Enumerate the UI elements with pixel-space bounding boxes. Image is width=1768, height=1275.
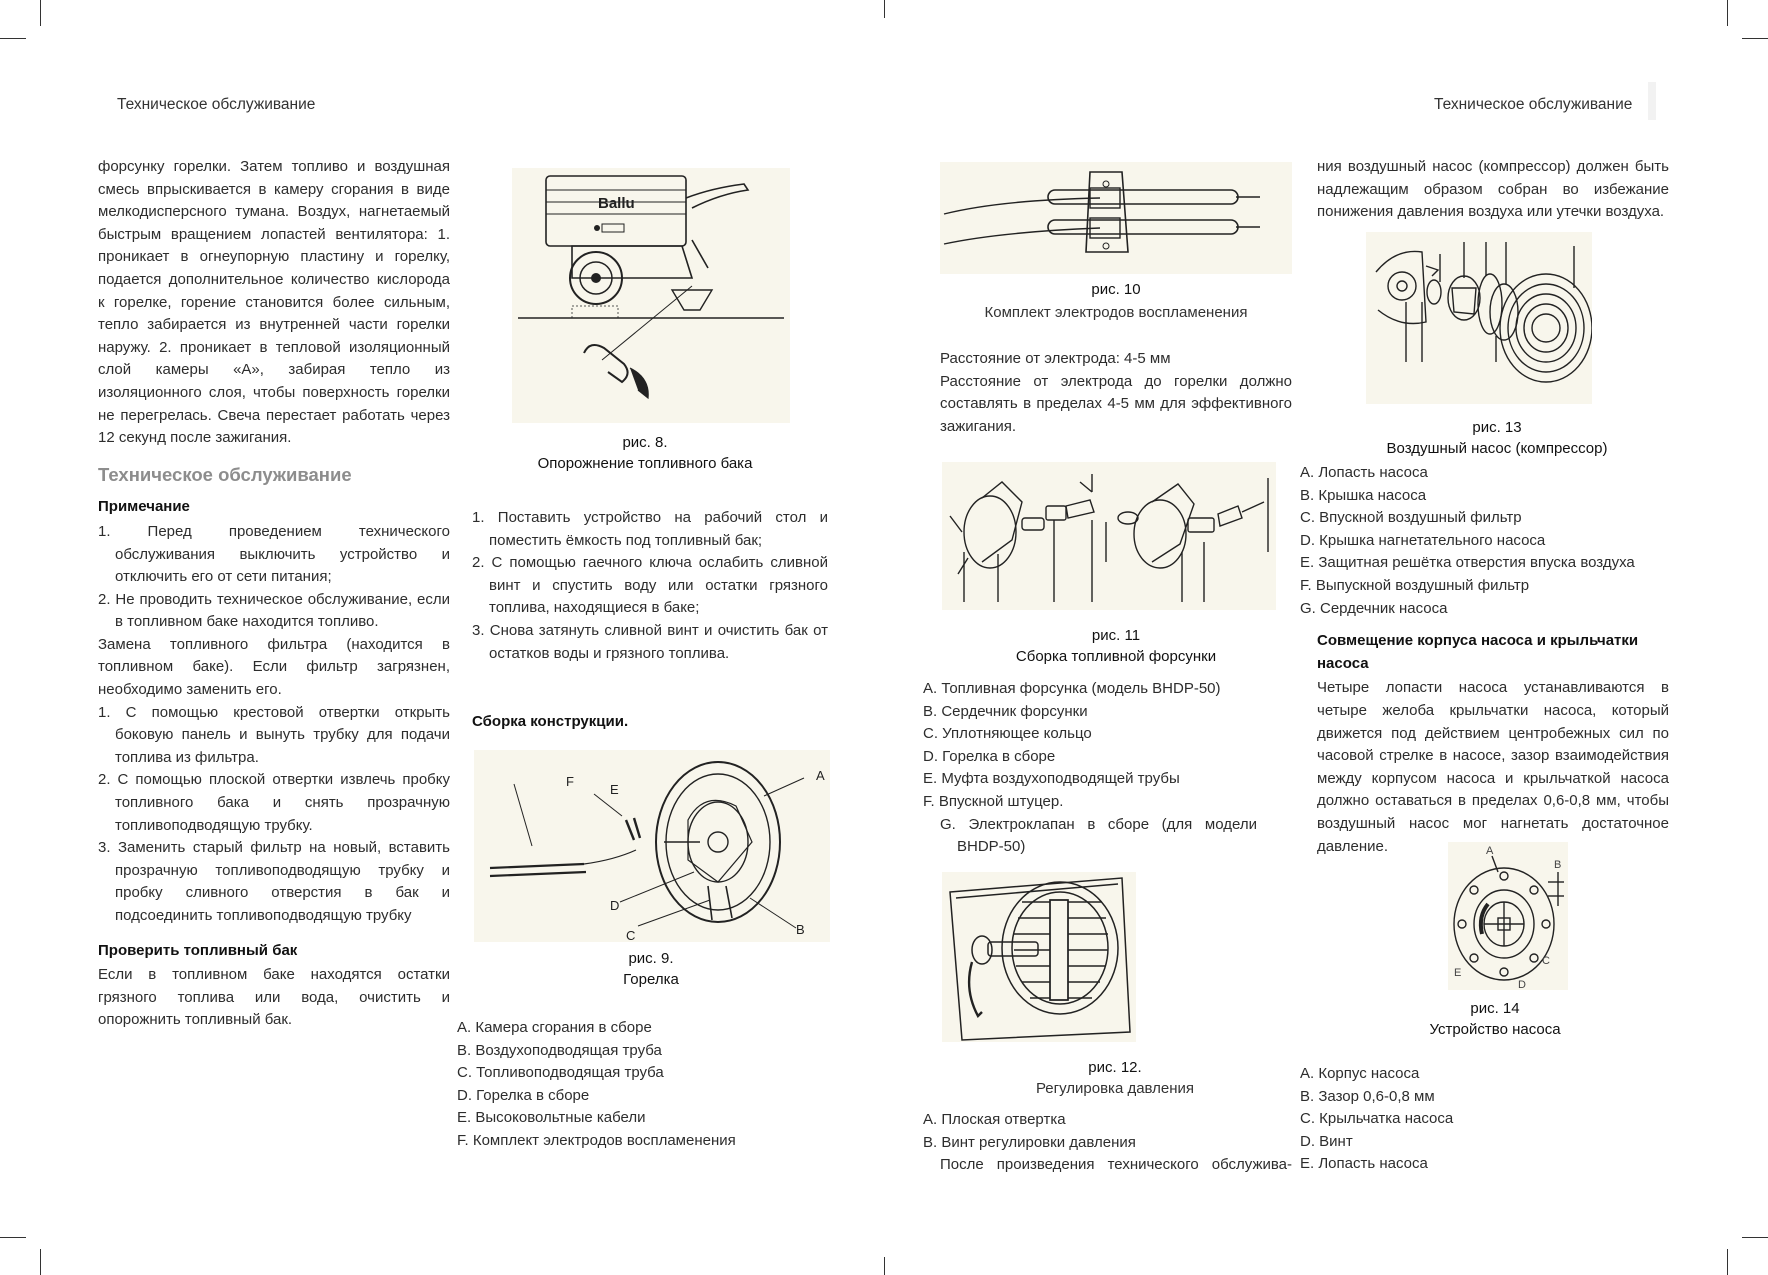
crop-mark	[1742, 38, 1768, 39]
column-4-intro	[1317, 156, 1669, 224]
list-item: B. Зазор 0,6-0,8 мм	[1300, 1087, 1435, 1105]
column-1	[98, 156, 450, 1032]
list-item: C. Уплотняющее кольцо	[923, 725, 1092, 743]
fig14-label-d: D	[1518, 979, 1526, 990]
figure-11-nozzle-assembly	[942, 462, 1276, 610]
figure-10-electrodes	[940, 162, 1292, 274]
list-item: A. Камера сгорания в сборе	[457, 1019, 652, 1036]
list-item: C. Крыльчатка насоса	[1300, 1110, 1454, 1128]
distance-text	[940, 348, 1292, 438]
alignment-paragraph: Четыре лопасти насоса устанавливаются в четыре желоба крыльчатки насоса, который движется под действием центробежных сил по часовой стрелке в насосе, зазор взаимодействия между корпусом насоса и крыльчаткой насоса должно оставаться в пределах 0,6-0,8 мм, чтобы воздушный насос мог нагнетать достаточное давление.	[1317, 679, 1669, 855]
assembly-title: Сборка конструкции.	[472, 713, 629, 730]
figure-title: Горелка	[623, 971, 679, 988]
crop-mark	[884, 0, 885, 18]
figure-11-caption	[940, 625, 1292, 667]
list-item: C. Топливоподводящая труба	[457, 1064, 664, 1082]
list-item: A. Топливная форсунка (модель BHDP-50)	[923, 680, 1221, 697]
column-2-text	[472, 507, 828, 665]
figure-8-heater-drain	[512, 168, 790, 423]
figure-14-pump-device	[1448, 842, 1568, 990]
crop-mark	[1742, 1237, 1768, 1238]
figure-9-caption	[486, 948, 816, 990]
figure-13-air-pump	[1366, 232, 1592, 404]
fig14-label-b: B	[1554, 859, 1562, 871]
figure-number: рис. 13	[1472, 419, 1522, 436]
list-item: B. Сердечник форсунки	[923, 702, 1088, 720]
crop-mark	[40, 1249, 41, 1275]
list-item: E. Лопасть насоса	[1300, 1155, 1428, 1173]
nozzle-assembly-illustration	[942, 462, 1276, 610]
fig9-label-f: F	[566, 774, 574, 789]
figure-title: Комплект электродов воспламенения	[984, 304, 1248, 321]
list-item: 3. Заменить старый фильтр на новый, вставить прозрачную топливоподводящую трубку и пробку сливного отверстия в бак и подсоединить топливоподводящую трубку	[98, 839, 450, 924]
crop-mark	[1727, 0, 1728, 26]
figure-number: рис. 8.	[622, 434, 668, 451]
fig14-label-a: A	[1486, 845, 1494, 857]
burner-illustration	[474, 750, 830, 942]
filter-paragraph: Замена топливного фильтра (находится в топливном баке). Если фильтр загрязнен, необходимо заменить его.	[98, 635, 450, 699]
after-maintenance-line: После произведения технического обслужива-	[940, 1156, 1292, 1174]
pressure-adjust-illustration	[942, 872, 1136, 1042]
heater-brand-logo: Ballu	[598, 195, 635, 212]
distance-line: Расстояние от электрода: 4-5 мм	[940, 350, 1171, 367]
figure-number: рис. 10	[1091, 281, 1141, 298]
list-item: D. Винт	[1300, 1132, 1353, 1150]
list-item: 1. Перед проведением технического обслуживания выключить устройство и отключить его от сети питания;	[98, 522, 450, 586]
list-item: C. Впускной воздушный фильтр	[1300, 509, 1522, 527]
figure-14-caption	[1330, 998, 1660, 1040]
list-item: F. Комплект электродов воспламенения	[457, 1131, 736, 1149]
figure-12-caption	[950, 1057, 1280, 1099]
alignment-title: Совмещение корпуса насоса и крыльчатки насоса	[1317, 632, 1639, 672]
list-item: F. Впускной штуцер.	[923, 792, 1064, 810]
crop-mark	[884, 1257, 885, 1275]
figure-title: Воздушный насос (компрессор)	[1386, 440, 1608, 457]
list-item: G. Сердечник насоса	[1300, 599, 1448, 617]
list-item: 1. Поставить устройство на рабочий стол и поместить ёмкость под топливный бак;	[472, 509, 828, 549]
fig9-label-e: E	[610, 782, 619, 797]
fig9-label-d: D	[610, 898, 620, 913]
list-item: F. Выпускной воздушный фильтр	[1300, 576, 1530, 594]
figure-13-caption	[1330, 417, 1664, 459]
fig14-label-c: C	[1542, 955, 1550, 967]
list-item: 2. С помощью гаечного ключа ослабить сливной винт и спустить воду или остатки грязного топлива, находящиеся в баке;	[472, 554, 828, 617]
figure-number: рис. 12.	[1088, 1059, 1142, 1076]
list-item: A. Плоская отвертка	[923, 1111, 1066, 1128]
figure-10-caption	[940, 279, 1292, 323]
figure-title: Сборка топливной форсунки	[1015, 648, 1217, 665]
figure-13-legend	[1300, 462, 1669, 858]
fig14-label-e: E	[1454, 967, 1462, 979]
figure-9-legend	[457, 1017, 830, 1153]
figure-12-pressure-adjust	[942, 872, 1136, 1042]
figure-title: Опорожнение топливного бака	[537, 455, 753, 472]
filter-list	[98, 702, 450, 928]
figure-12-legend	[923, 1109, 1292, 1177]
figure-number: рис. 11	[1091, 627, 1141, 644]
list-item: A. Корпус насоса	[1300, 1065, 1420, 1082]
drain-steps-list	[472, 507, 828, 665]
crop-mark	[40, 0, 41, 26]
tank-paragraph: Если в топливном баке находятся остатки грязного топлива или вода, очистить и опорожнить топливный бак.	[98, 966, 450, 1029]
figure-number: рис. 14	[1470, 1000, 1520, 1017]
crop-mark	[1727, 1249, 1728, 1275]
left-running-header: Техническое обслуживание	[117, 96, 316, 113]
section-title: Техническое обслуживание	[98, 463, 352, 485]
figure-14-legend	[1300, 1063, 1669, 1176]
fig9-label-b: B	[796, 922, 805, 937]
intro-paragraph: ния воздушный насос (компрессор) должен быть надлежащим образом собран во избежание понижения давления воздуха или утечки воздуха.	[1317, 158, 1669, 221]
figure-11-legend	[923, 678, 1292, 859]
list-item: A. Лопасть насоса	[1300, 464, 1428, 481]
page-edge-bar	[1648, 82, 1656, 120]
note-list	[98, 521, 450, 634]
list-item: E. Защитная решётка отверстия впуска воздуха	[1300, 554, 1635, 572]
heater-drain-illustration	[512, 168, 790, 423]
figure-9-burner	[474, 750, 830, 942]
crop-mark	[0, 1237, 26, 1238]
list-item: 2. С помощью плоской отвертки извлечь пробку топливного бака и снять прозрачную топливоподводящую трубку.	[98, 771, 450, 834]
list-item: E. Муфта воздухоподводящей трубы	[923, 770, 1180, 788]
list-item: 3. Снова затянуть сливной винт и очистить бак от остатков воды и грязного топлива.	[472, 621, 828, 662]
list-item: D. Горелка в сборе	[923, 747, 1056, 765]
list-item: B. Крышка насоса	[1300, 486, 1427, 504]
list-item: B. Воздухоподводящая труба	[457, 1041, 662, 1059]
electrodes-illustration	[940, 162, 1292, 274]
air-pump-illustration	[1366, 232, 1592, 404]
fig9-label-a: A	[816, 768, 825, 783]
list-item: E. Высоковольтные кабели	[457, 1109, 646, 1127]
list-item: 1. С помощью крестовой отвертки открыть боковую панель и вынуть трубку для подачи топлива из фильтра.	[98, 703, 450, 766]
list-item: 2. Не проводить техническое обслуживание, если в топливном баке находится топливо.	[98, 590, 450, 631]
list-item: G. Электроклапан в сборе (для модели BHDP-50)	[940, 815, 1257, 856]
figure-title: Регулировка давления	[1035, 1080, 1195, 1097]
note-title: Примечание	[98, 498, 190, 516]
intro-paragraph: форсунку горелки. Затем топливо и воздушная смесь впрыскивается в камеру сгорания в виде мелкодисперсного тумана. Воздух, нагнетаемый быстрым вращением лопастей вентилятора: 1. проникает в огнеупорную пластину и горелку, подается дополнительное количество кислорода к горелке, горение становится более сильным, тепло забирается из внутренней части горелки наружу. 2. проникает в тепловой изоляционный слой камеры «А», забирая тепло из изоляционного слоя, чтобы поверхность горелки не перегрелась. Свеча перестает работать через 12 секунд после зажигания.	[98, 158, 450, 447]
figure-8-caption	[480, 432, 810, 474]
tank-title: Проверить топливный бак	[98, 941, 298, 959]
list-item: D. Крышка нагнетательного насоса	[1300, 531, 1546, 549]
distance-line: Расстояние от электрода до горелки должно составлять в пределах 4-5 мм для эффективного зажигания.	[940, 372, 1292, 435]
right-running-header: Техническое обслуживание	[1434, 96, 1633, 113]
list-item: B. Винт регулировки давления	[923, 1133, 1136, 1151]
crop-mark	[0, 38, 26, 39]
figure-number: рис. 9.	[628, 950, 674, 967]
pump-device-illustration	[1448, 842, 1568, 990]
fig9-label-c: C	[626, 928, 636, 942]
list-item: D. Горелка в сборе	[457, 1086, 590, 1104]
figure-title: Устройство насоса	[1429, 1021, 1561, 1038]
